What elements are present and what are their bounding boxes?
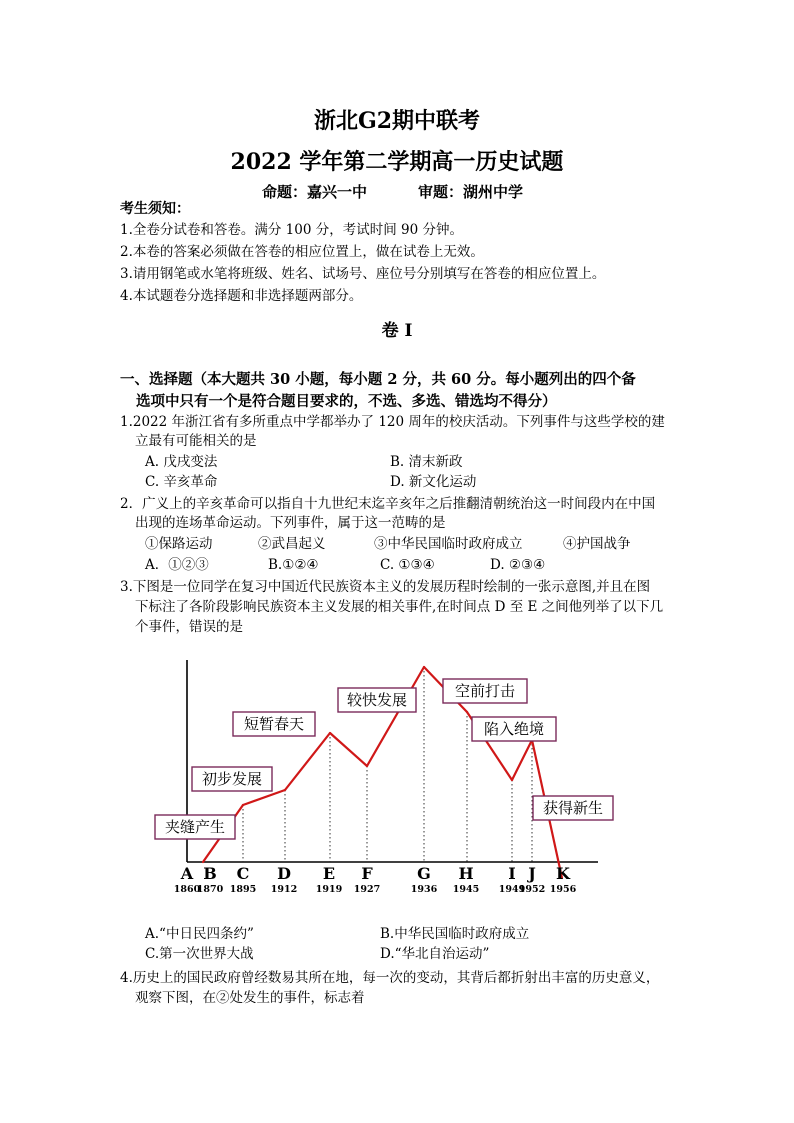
q1-option-c: C. 辛亥革命 [145, 474, 218, 490]
q4-stem-line1: 4.历史上的国民政府曾经数易其所在地，每一次的变动，其背后都折射出丰富的历史意义， [120, 970, 660, 986]
exam-subtitle: 2022 学年第二学期高一历史试题 [230, 149, 564, 175]
q3-stem-line3: 个事件，错误的是 [135, 619, 243, 635]
q1-option-b: B. 清末新政 [390, 454, 463, 470]
q2-option-d: D. ②③④ [490, 557, 546, 573]
point-label: H [458, 864, 474, 883]
q1-stem-line1: 1.2022 年浙江省有多所重点中学都举办了 120 周年的校庆活动。下列事件与这些学校的建 [120, 414, 665, 430]
volume-heading: 卷 I [381, 321, 413, 341]
q3-option-c: C.第一次世界大战 [145, 946, 254, 962]
q2-event-3: ③中华民国临时政府成立 [374, 536, 523, 552]
year-label: 1860 [173, 884, 201, 895]
reviewer-label: 审题：湖州中学 [418, 183, 524, 201]
q4-stem-line2: 观察下图，在②处发生的事件，标志着 [135, 990, 365, 1006]
notice-item: 3.请用钢笔或水笔将班级、姓名、试场号、座位号分别填写在答卷的相应位置上。 [120, 266, 606, 282]
q2-option-a: A．①②③ [145, 557, 209, 573]
q3-option-a: A.“中日民四条约” [145, 926, 254, 942]
q1-stem-line2: 立最有可能相关的是 [135, 433, 257, 449]
point-label: I [508, 864, 516, 883]
stage-label: 夹缝产生 [164, 818, 226, 836]
q2-event-2: ②武昌起义 [258, 536, 326, 552]
point-label: C [236, 864, 250, 883]
exam-title: 浙北G2期中联考 [313, 108, 481, 134]
point-label: F [361, 864, 373, 883]
year-label: 1956 [549, 884, 577, 895]
year-label: 1895 [229, 884, 257, 895]
stage-label: 短暂春天 [243, 715, 305, 733]
year-label: 1949 [498, 884, 526, 895]
notice-item: 1.全卷分试卷和答卷。满分 100 分，考试时间 90 分钟。 [120, 222, 463, 238]
year-label: 1927 [353, 884, 381, 895]
stage-label: 较快发展 [346, 691, 408, 709]
stage-label: 空前打击 [454, 682, 516, 700]
q2-option-b: B.①②④ [268, 557, 319, 573]
stage-label: 获得新生 [542, 799, 604, 817]
stage-label: 陷入绝境 [483, 720, 545, 738]
notice-item: 2.本卷的答案必须做在答卷的相应位置上，做在试卷上无效。 [120, 244, 484, 260]
section-heading-line1: 一、选择题（本大题共 30 小题，每小题 2 分，共 60 分。每小题列出的四个备 [120, 371, 636, 388]
point-label: J [528, 864, 536, 883]
q2-option-c: C. ①③④ [380, 557, 435, 573]
line-seg-2 [243, 790, 285, 805]
line-seg-5 [367, 667, 424, 766]
line-seg-3 [285, 733, 330, 790]
q3-stem-line1: 3.下图是一位同学在复习中国近代民族资本主义的发展历程时绘制的一张示意图,并且在图 [120, 579, 651, 595]
year-label: 1952 [518, 884, 546, 895]
year-label: 1936 [410, 884, 438, 895]
year-label: 1870 [196, 884, 224, 895]
point-label: A [180, 864, 194, 883]
point-label: G [417, 864, 431, 883]
point-label: D [277, 864, 291, 883]
section-heading-line2: 选项中只有一个是符合题目要求的，不选、多选、错选均不得分） [136, 393, 557, 410]
q2-stem-line2: 出现的连场革命运动。下列事件，属于这一范畴的是 [135, 515, 446, 531]
point-label: B [203, 864, 217, 883]
point-label: E [322, 864, 336, 883]
q3-option-d: D.“华北自治运动” [380, 946, 490, 962]
setter-label: 命题：嘉兴一中 [262, 183, 368, 201]
notice-item: 4.本试题卷分选择题和非选择题两部分。 [120, 288, 363, 304]
q1-option-a: A. 戊戌变法 [145, 454, 218, 470]
notice-heading: 考生须知： [120, 201, 190, 217]
q2-event-4: ④护国战争 [563, 536, 631, 552]
stage-label: 初步发展 [201, 770, 263, 788]
year-label: 1945 [452, 884, 480, 895]
year-label: 1919 [315, 884, 343, 895]
q3-stem-line2: 下标注了各阶段影响民族资本主义发展的相关事件,在时间点 D 至 E 之间他列举了以下几 [135, 599, 664, 615]
point-label: K [556, 864, 570, 883]
year-label: 1912 [270, 884, 298, 895]
q2-event-1: ①保路运动 [145, 536, 213, 552]
q2-stem-line1: 2．广义上的辛亥革命可以指自十九世纪末迄辛亥年之后推翻清朝统治这一时间段内在中国 [120, 496, 656, 512]
line-seg-8 [512, 740, 532, 780]
line-seg-4 [330, 733, 367, 766]
q1-option-d: D. 新文化运动 [390, 474, 477, 490]
q3-option-b: B.中华民国临时政府成立 [380, 926, 530, 942]
